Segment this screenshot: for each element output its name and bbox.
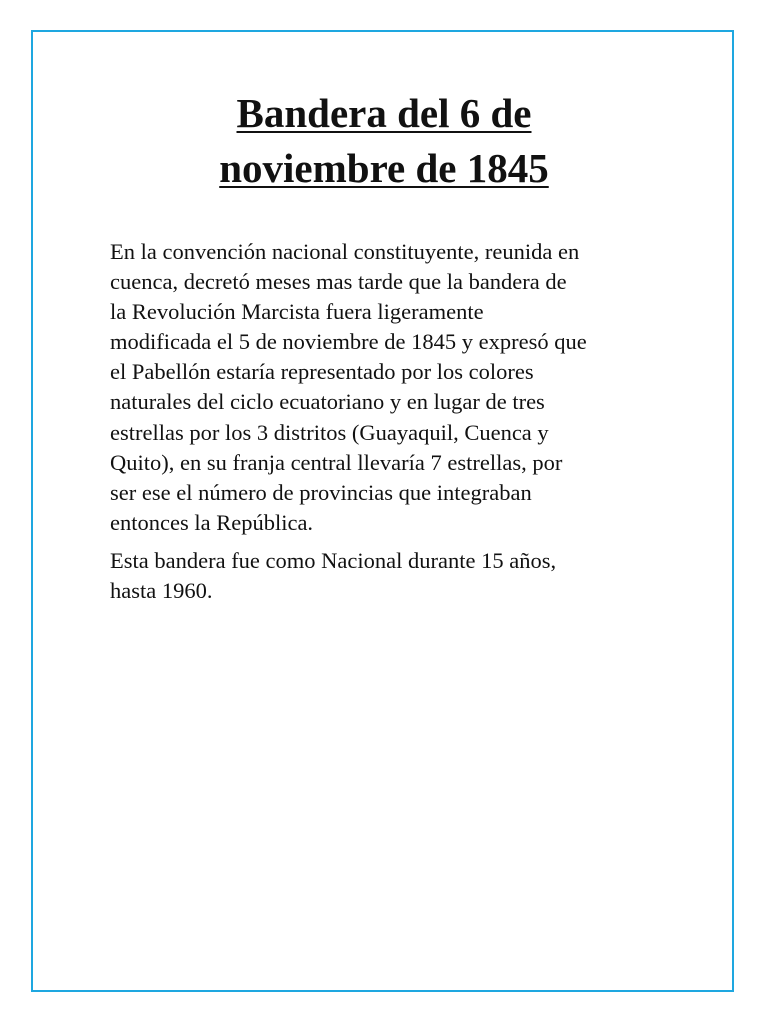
paragraph-2-line: Esta bandera fue como Nacional durante 15 años, bbox=[110, 547, 557, 573]
paragraph-1-line: cuenca, decretó meses mas tarde que la bandera de bbox=[110, 269, 567, 295]
document-title bbox=[0, 86, 768, 196]
paragraph-1-line: naturales del ciclo ecuatoriano y en lugar de tres bbox=[110, 389, 545, 415]
paragraph-1-line: modificada el 5 de noviembre de 1845 y expresó que bbox=[110, 329, 587, 355]
paragraph-1-line: la Revolución Marcista fuera ligeramente bbox=[110, 299, 484, 325]
paragraph-1-line: estrellas por los 3 distritos (Guayaquil, Cuenca y bbox=[110, 419, 549, 445]
paragraph-2-line: hasta 1960. bbox=[110, 578, 213, 604]
title-line-1: Bandera del 6 de bbox=[236, 90, 532, 136]
paragraph-1-line: el Pabellón estaría representado por los colores bbox=[110, 359, 534, 385]
paragraph-1 bbox=[110, 237, 670, 538]
paragraph-1-line: entonces la República. bbox=[110, 509, 314, 535]
paragraph-2 bbox=[110, 546, 670, 606]
paragraph-1-line: Quito), en su franja central llevaría 7 estrellas, por bbox=[110, 449, 563, 475]
paragraph-1-line: ser ese el número de provincias que integraban bbox=[110, 479, 532, 505]
paragraph-1-line: En la convención nacional constituyente, reunida en bbox=[110, 239, 580, 264]
document-body bbox=[110, 237, 670, 614]
title-line-2: noviembre de 1845 bbox=[219, 145, 549, 191]
